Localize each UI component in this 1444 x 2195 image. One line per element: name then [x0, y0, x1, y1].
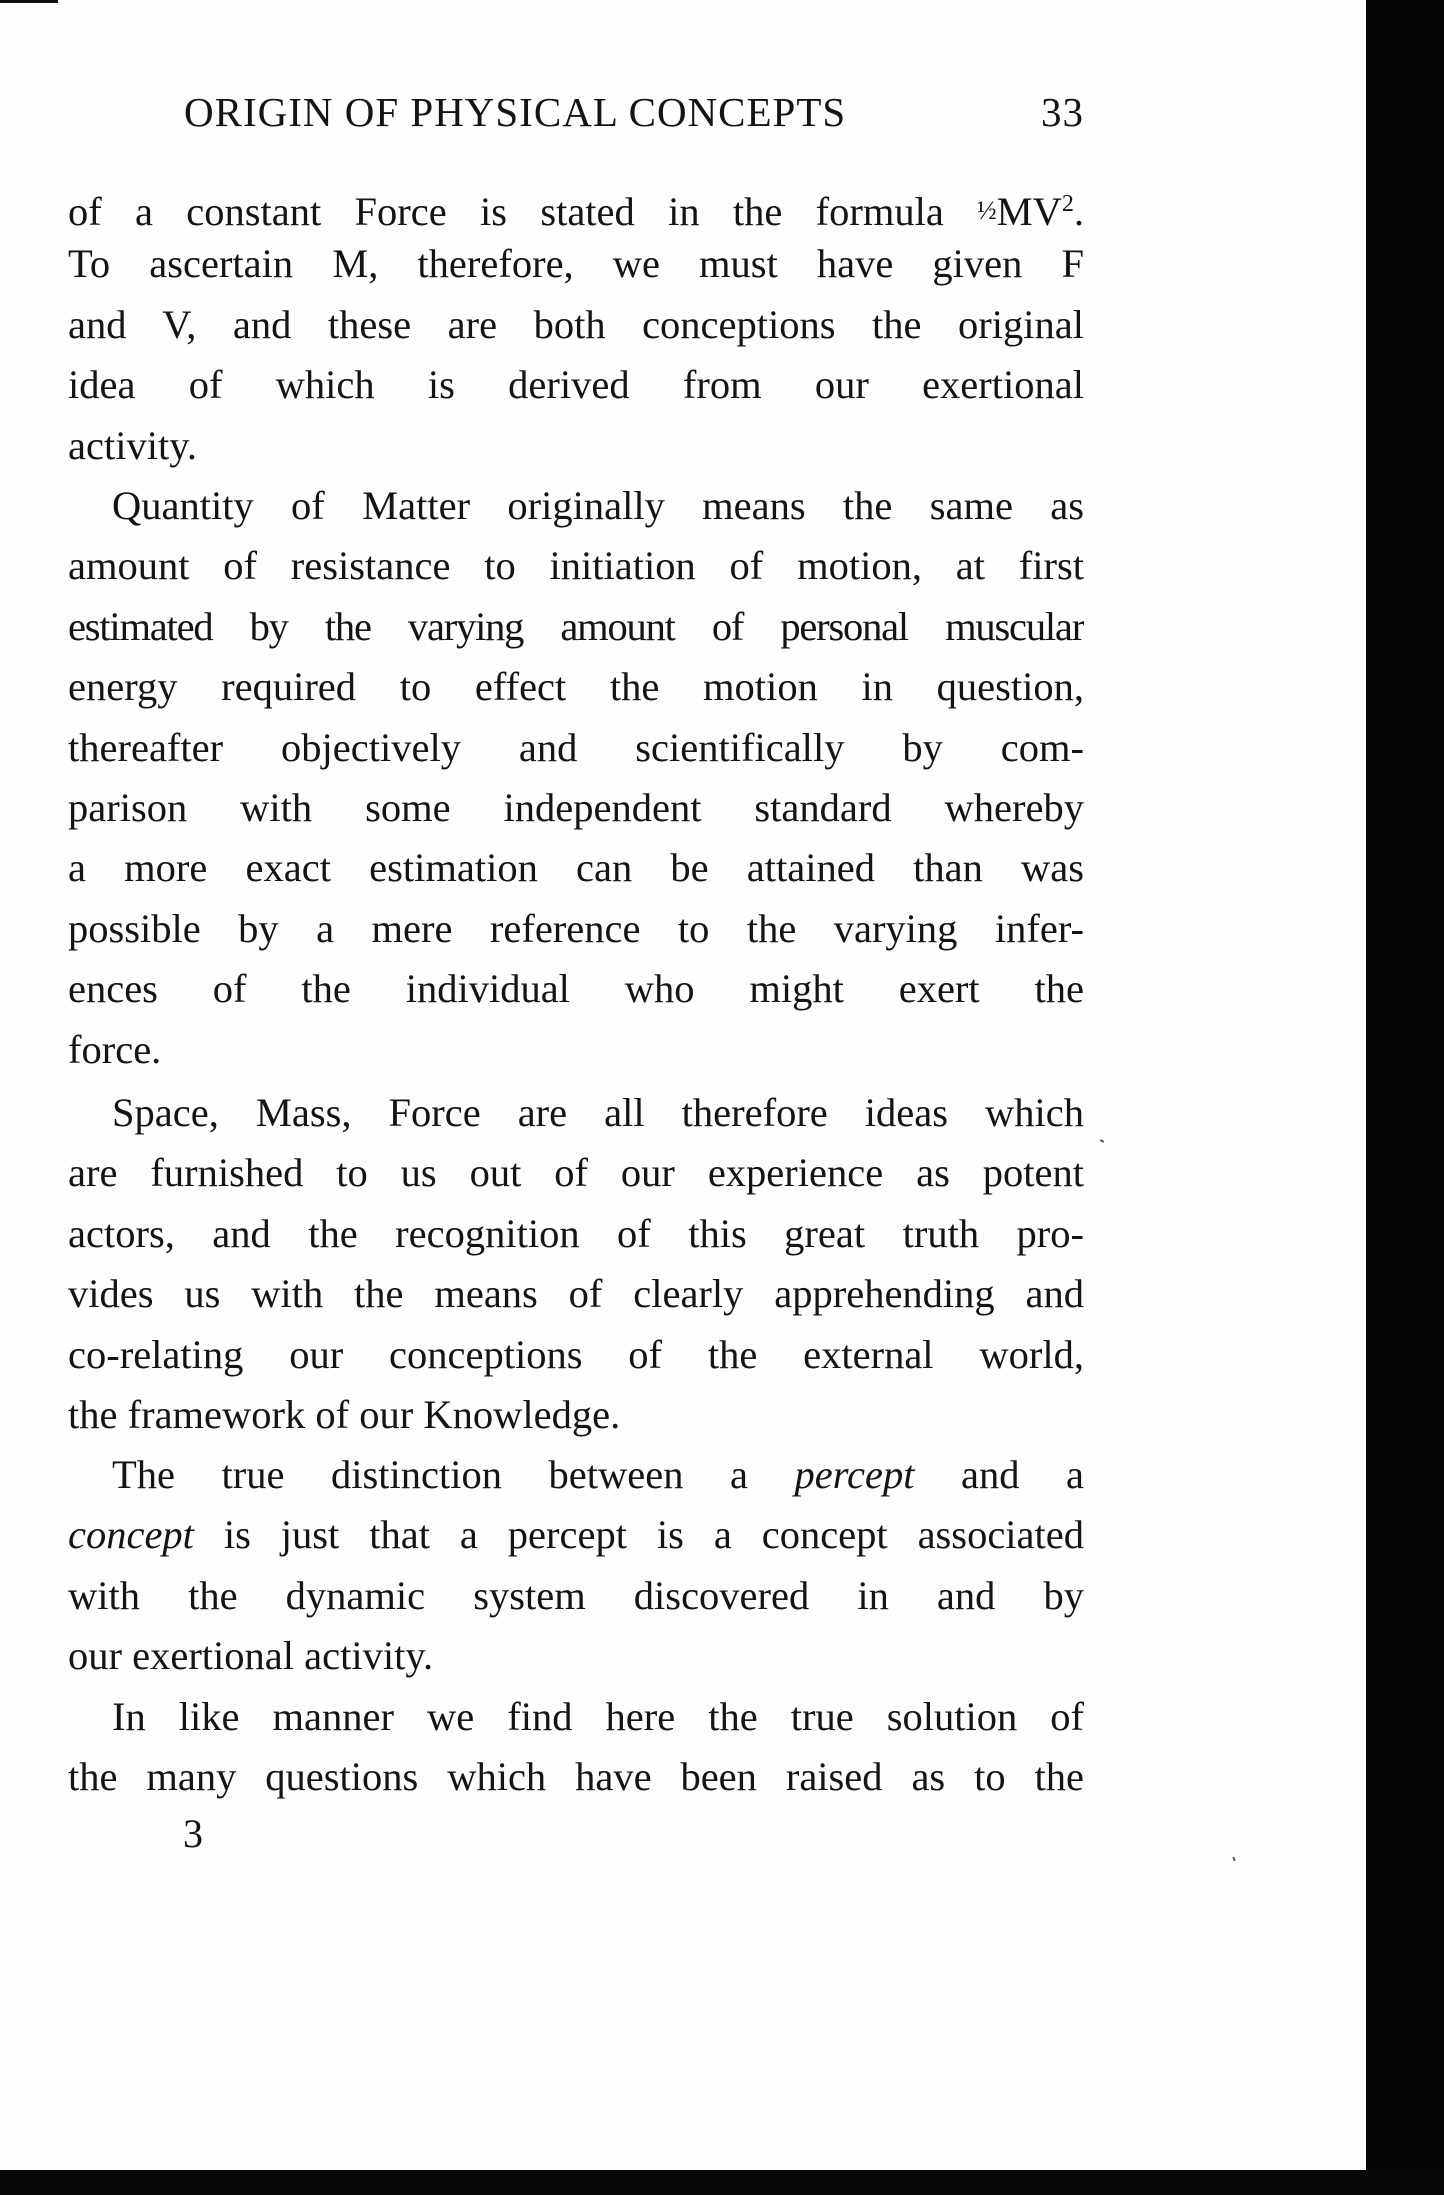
text-line: amount of resistance to initiation of motion, at first — [68, 543, 1084, 589]
text-line: estimated by the varying amount of personal muscular — [68, 603, 1084, 649]
text-line: ences of the individual who might exert the — [68, 966, 1084, 1012]
scan-right-border — [1366, 0, 1444, 2195]
text-line: actors, and the recognition of this great truth pro- — [68, 1210, 1084, 1256]
scan-corner-mark — [0, 0, 58, 3]
signature-mark: 3 — [183, 1811, 203, 1856]
paragraph-2 — [68, 476, 1084, 1080]
text-line: parison with some independent standard whereby — [68, 784, 1084, 830]
text-line: The true distinction between a percept and a — [112, 1452, 1084, 1497]
superscript: 2 — [1061, 191, 1074, 217]
scan-bottom-border — [0, 2170, 1444, 2195]
text-line: and V, and these are both conceptions the original — [68, 301, 1084, 347]
fraction-half: ½ — [977, 196, 997, 225]
text-line: energy required to effect the motion in question, — [68, 664, 1084, 710]
text-line: co-relating our conceptions of the external world, — [68, 1331, 1084, 1377]
paragraph-5 — [68, 1687, 1084, 1808]
text-line: with the dynamic system discovered in and by — [68, 1572, 1084, 1618]
text-line: concept is just that a percept is a concept associated — [68, 1512, 1084, 1558]
text-line: In like manner we find here the true solution of — [112, 1694, 1084, 1739]
text-line: vides us with the means of clearly apprehending and — [68, 1271, 1084, 1317]
text-line: force. — [68, 1026, 162, 1072]
running-title: ORIGIN OF PHYSICAL CONCEPTS — [184, 89, 847, 135]
text-line: the many questions which have been raised as to the — [68, 1754, 1084, 1800]
text-line: our exertional activity. — [68, 1633, 434, 1679]
running-header — [184, 88, 1084, 144]
paragraph-3 — [68, 1083, 1084, 1445]
text-line: Space, Mass, Force are all therefore ideas which — [112, 1090, 1084, 1135]
paragraph-1 — [68, 174, 1084, 476]
paragraph-4 — [68, 1445, 1084, 1687]
text-line: possible by a mere reference to the varying infer- — [68, 905, 1084, 951]
text-line: a more exact estimation can be attained than was — [68, 845, 1084, 891]
scan-speck — [1232, 1857, 1235, 1861]
text-line: To ascertain M, therefore, we must have given F — [68, 241, 1084, 287]
text-line: thereafter objectively and scientifically by com- — [68, 724, 1084, 770]
text-line: activity. — [68, 422, 197, 468]
scan-speck — [1100, 1139, 1104, 1143]
text-line: Quantity of Matter originally means the same as — [112, 483, 1084, 528]
text-line: are furnished to us out of our experience as potent — [68, 1150, 1084, 1196]
text-line: of a constant Force is stated in the formula $\frac{1}{2}MV^2$. — [68, 189, 1084, 234]
text-line: the framework of our Knowledge. — [68, 1391, 621, 1437]
emphasis-percept: percept — [794, 1452, 915, 1497]
emphasis-concept: concept — [68, 1512, 194, 1558]
text-line: idea of which is derived from our exertional — [68, 362, 1084, 408]
page-number: 33 — [1041, 89, 1084, 135]
